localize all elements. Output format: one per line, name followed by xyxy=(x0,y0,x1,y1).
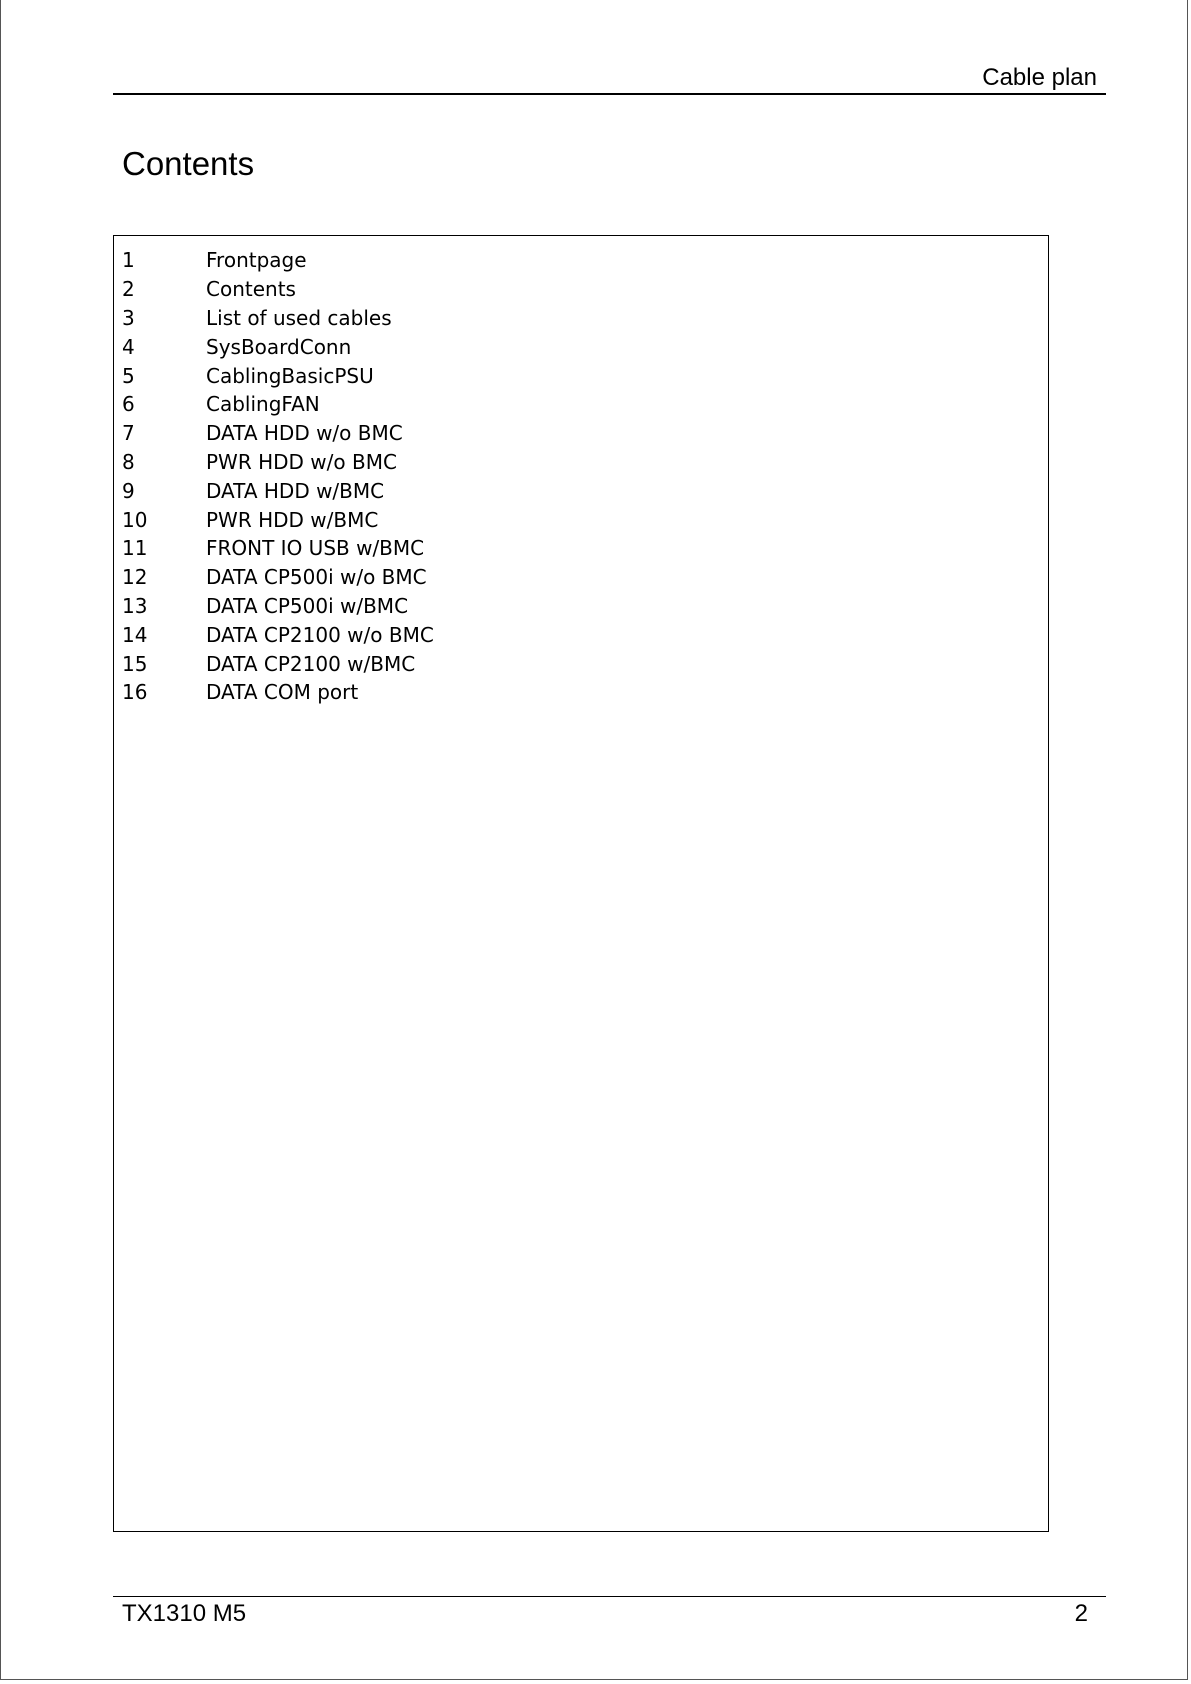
contents-entry[interactable] xyxy=(122,620,434,649)
contents-entry-label: DATA CP2100 w/o BMC xyxy=(206,622,434,647)
contents-entry-label: PWR HDD w/BMC xyxy=(206,507,379,532)
contents-entry[interactable] xyxy=(122,534,434,563)
contents-entry-number: 11 xyxy=(122,536,148,561)
footer-divider xyxy=(113,1596,1106,1597)
contents-entry-number: 2 xyxy=(122,277,135,302)
contents-entry-number: 15 xyxy=(122,651,148,676)
contents-entry[interactable] xyxy=(122,678,434,707)
contents-entry-number: 5 xyxy=(122,363,135,388)
contents-entry-label: DATA CP500i w/o BMC xyxy=(206,565,427,590)
contents-list xyxy=(122,246,434,707)
contents-entry-label: FRONT IO USB w/BMC xyxy=(206,536,425,561)
contents-entry-label: List of used cables xyxy=(206,305,392,330)
contents-entry-label: Frontpage xyxy=(206,248,307,273)
contents-entry[interactable] xyxy=(122,476,434,505)
contents-entry[interactable] xyxy=(122,275,434,304)
contents-entry-number: 8 xyxy=(122,449,135,474)
contents-entry[interactable] xyxy=(122,361,434,390)
contents-entry-number: 12 xyxy=(122,565,148,590)
contents-entry[interactable] xyxy=(122,419,434,448)
contents-entry[interactable] xyxy=(122,592,434,621)
footer-page-number: 2 xyxy=(1074,1600,1088,1627)
contents-entry-label: CablingFAN xyxy=(206,392,320,417)
contents-entry[interactable] xyxy=(122,448,434,477)
header-divider xyxy=(113,93,1106,95)
contents-entry-label: DATA HDD w/BMC xyxy=(206,478,385,503)
contents-entry-number: 7 xyxy=(122,421,135,446)
contents-entry-number: 1 xyxy=(122,248,135,273)
contents-entry[interactable] xyxy=(122,246,434,275)
contents-entry[interactable] xyxy=(122,332,434,361)
contents-entry-label: DATA COM port xyxy=(206,680,359,705)
contents-entry-label: DATA CP500i w/BMC xyxy=(206,593,409,618)
contents-entry-number: 14 xyxy=(122,622,148,647)
contents-entry[interactable] xyxy=(122,390,434,419)
contents-entry[interactable] xyxy=(122,304,434,333)
header-title: Cable plan xyxy=(982,64,1097,91)
contents-entry-number: 10 xyxy=(122,507,148,532)
contents-entry-number: 16 xyxy=(122,680,148,705)
contents-entry[interactable] xyxy=(122,649,434,678)
contents-entry-number: 9 xyxy=(122,478,135,503)
footer-model: TX1310 M5 xyxy=(122,1600,247,1627)
contents-entry[interactable] xyxy=(122,505,434,534)
contents-entry-label: CablingBasicPSU xyxy=(206,363,374,388)
contents-entry-number: 4 xyxy=(122,334,135,359)
contents-entry-label: SysBoardConn xyxy=(206,334,352,359)
contents-entry[interactable] xyxy=(122,563,434,592)
contents-entry-number: 3 xyxy=(122,305,135,330)
contents-entry-label: PWR HDD w/o BMC xyxy=(206,449,397,474)
contents-entry-number: 13 xyxy=(122,593,148,618)
contents-entry-number: 6 xyxy=(122,392,135,417)
contents-table xyxy=(113,235,1049,1532)
contents-entry-label: DATA HDD w/o BMC xyxy=(206,421,403,446)
contents-entry-label: Contents xyxy=(206,277,296,302)
contents-entry-label: DATA CP2100 w/BMC xyxy=(206,651,416,676)
page-title: Contents xyxy=(122,145,255,182)
